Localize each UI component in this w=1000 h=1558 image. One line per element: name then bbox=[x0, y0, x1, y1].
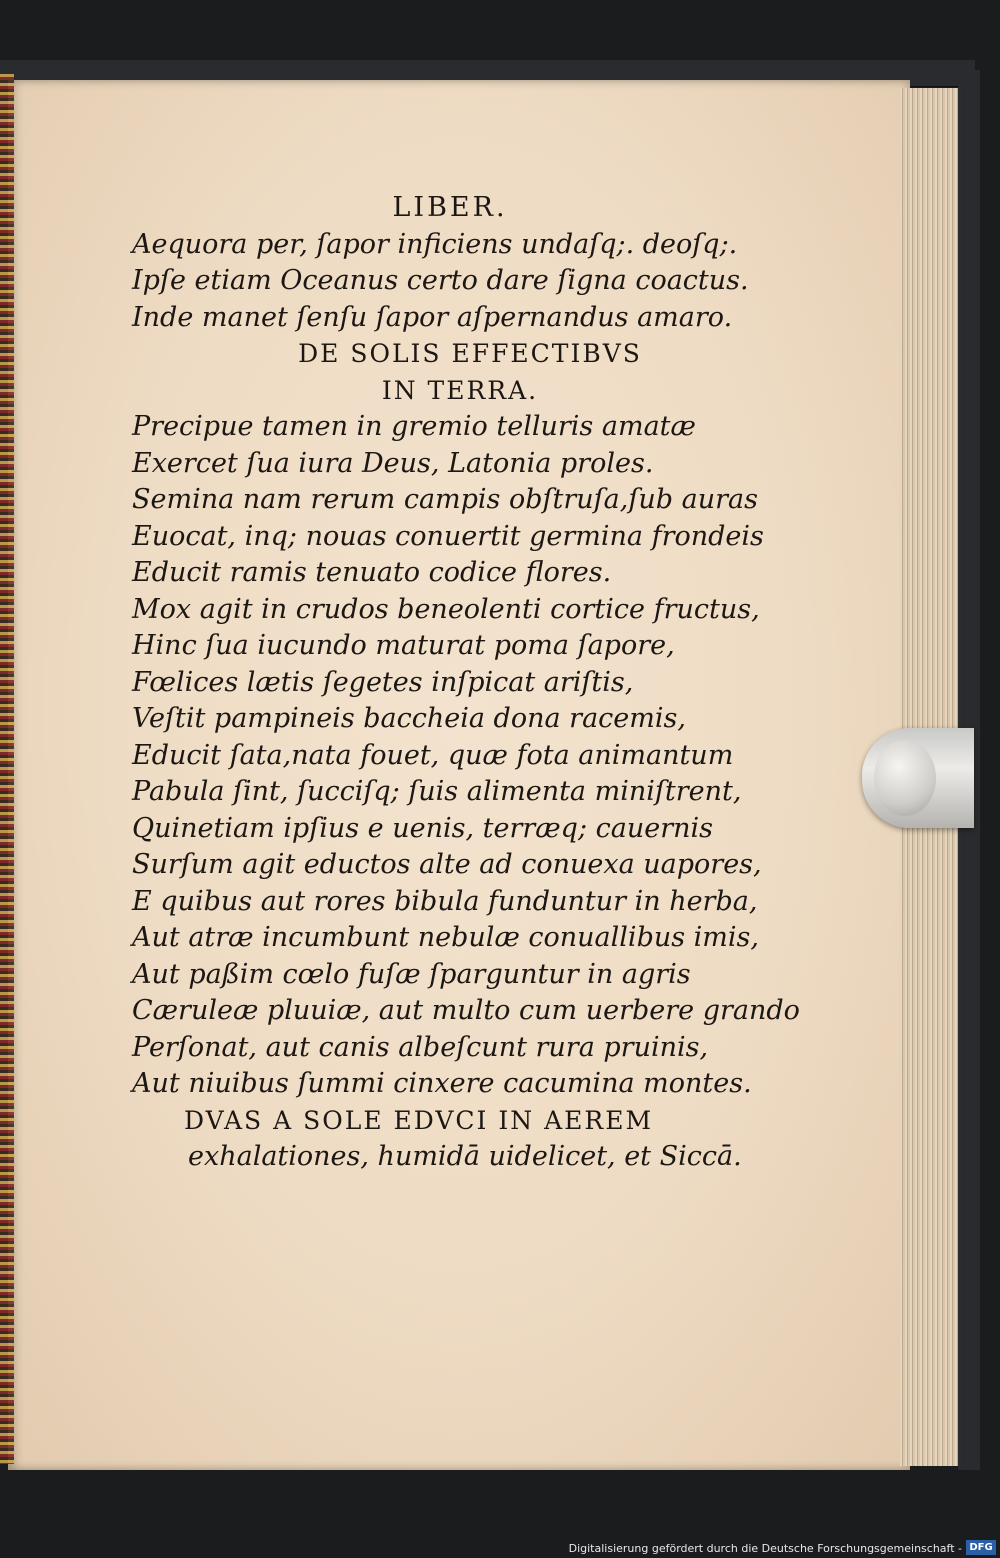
dfg-logo-icon: DFG bbox=[966, 1540, 996, 1555]
verse-line: Educit ramis tenuato codice flores. bbox=[132, 557, 612, 588]
verse-line: Precipue tamen in gremio telluris amatæ bbox=[132, 411, 696, 442]
verse-line: Educit ſata,nata fouet, quæ fota animantum bbox=[132, 739, 734, 771]
verse-line: Surſum agit eductos alte ad conuexa uapores, bbox=[132, 849, 762, 880]
verse-line: Aut atræ incumbunt nebulæ conuallibus imis, bbox=[132, 922, 759, 953]
digitization-credit: Digitalisierung gefördert durch die Deutsche Forschungsgemeinschaft - bbox=[568, 1542, 962, 1555]
verse-line: Exercet ſua iura Deus, Latonia proles. bbox=[132, 447, 654, 479]
verse-line: Veſtit pampineis baccheia dona racemis, bbox=[132, 703, 686, 734]
section-heading-subline: exhalationes, humidā uidelicet, et Siccā. bbox=[188, 1141, 742, 1172]
verse-line: Cæruleæ pluuiæ, aut multo cum uerbere grando bbox=[132, 995, 800, 1026]
verse-line: Aut paßim cœlo fuſæ ſparguntur in agris bbox=[132, 958, 691, 990]
verse-line: Hinc ſua iucundo maturat poma ſapore, bbox=[132, 630, 675, 661]
verse-line: Aut niuibus ſummi cinxere cacumina montes. bbox=[132, 1068, 752, 1099]
verse-line: Quinetiam ipſius e uenis, terræq; cauernis bbox=[132, 812, 714, 844]
footer-bar bbox=[0, 1536, 1000, 1558]
verse-line: Ipſe etiam Oceanus certo dare ſigna coactus. bbox=[132, 265, 749, 296]
section-heading: DE SOLIS EFFECTIBVS bbox=[298, 339, 642, 368]
verse-line: Fœlices lætis ſegetes inſpicat ariſtis, bbox=[132, 666, 634, 698]
section-heading: DVAS A SOLE EDVCI IN AEREM bbox=[184, 1105, 654, 1135]
verse-line: Mox agit in crudos beneolenti cortice fructus, bbox=[132, 593, 760, 625]
running-head: LIBER. bbox=[392, 192, 508, 223]
section-heading-subline: IN TERRA. bbox=[381, 375, 539, 405]
verse-line: Euocat, inq; nouas conuertit germina frondeis bbox=[132, 520, 764, 552]
verse-line: E quibus aut rores bibula funduntur in herba, bbox=[132, 885, 758, 917]
verse-line: Perſonat, aut canis albeſcunt rura pruinis, bbox=[132, 1031, 709, 1063]
page-text bbox=[90, 190, 810, 1176]
verse-line: Aequora per, ſapor inficiens undaſq;. deoſq;. bbox=[132, 228, 738, 260]
verse-line: Semina nam rerum campis obſtruſa,ſub auras bbox=[132, 484, 758, 515]
page-clip-cap bbox=[874, 740, 936, 816]
book-spine-edge bbox=[0, 74, 14, 1464]
verse-line: Pabula ſint, ſucciſq; ſuis alimenta miniſtrent, bbox=[132, 776, 742, 807]
verse-line: Inde manet ſenſu ſapor aſpernandus amaro. bbox=[132, 301, 733, 333]
